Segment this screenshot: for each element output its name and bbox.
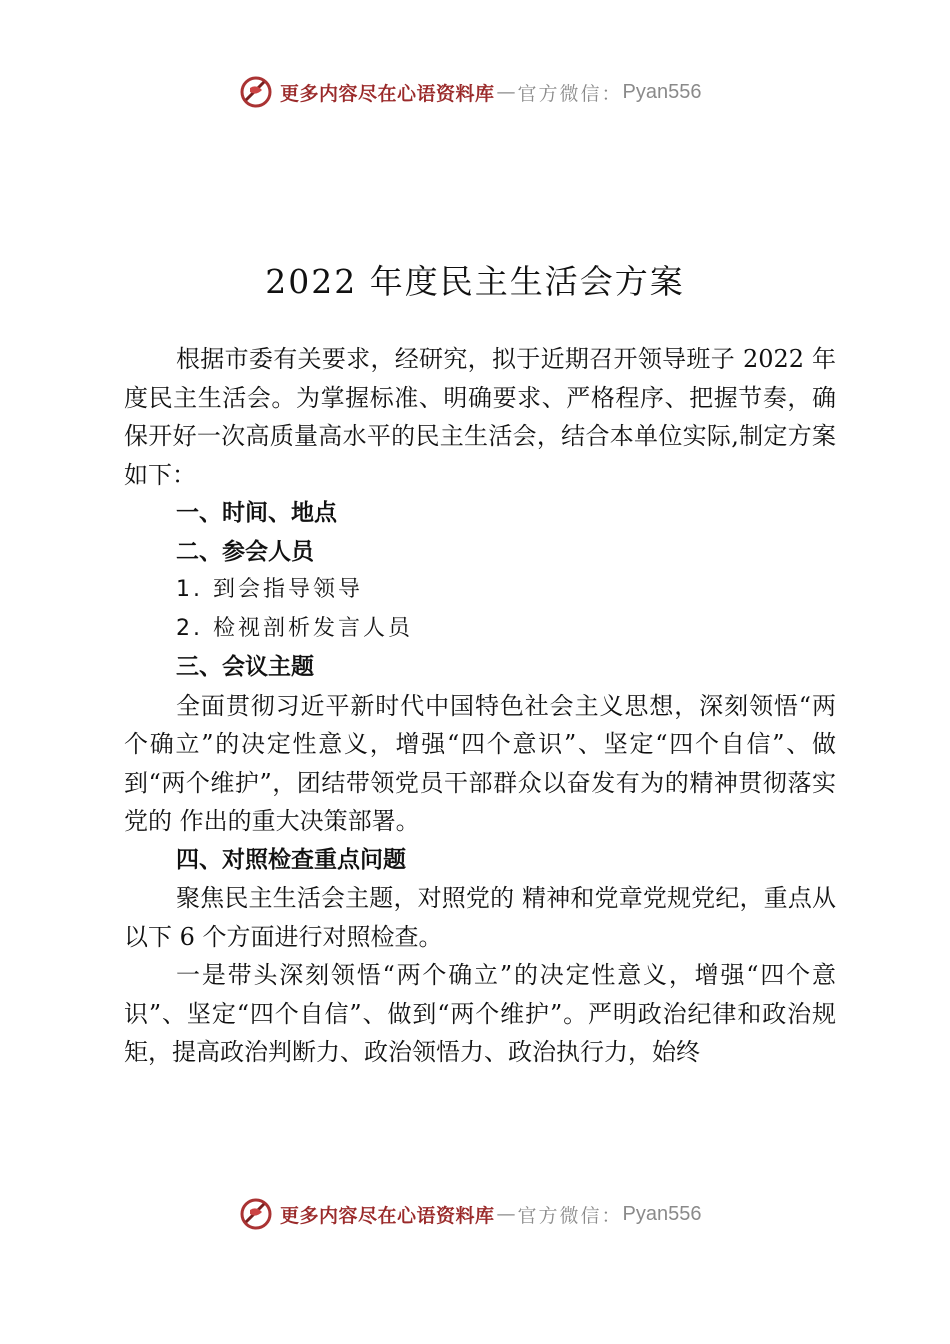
attendee-item: 2. 检视剖析发言人员: [176, 615, 413, 641]
section-heading-attendees: 二、参会人员: [176, 538, 314, 565]
key-issue-item-1: 一是带头深刻领悟“两个确立”的决定性意义，增强“四个意识”、坚定“四个自信”、做到“两个维护”。严明政治纪律和政治规矩，提高政治判断力、政治领悟力、政治执行力，始终: [124, 961, 836, 1066]
watermark-footer: [238, 1194, 702, 1234]
watermark-header: [238, 72, 702, 112]
theme-paragraph: 全面贯彻习近平新时代中国特色社会主义思想，深刻领悟“两个确立”的决定性意义，增强“四个意识”、坚定“四个自信”、做到“两个维护”，团结带领党员干部群众以奋发有为的精神贯彻落实党的 作出的重大决策部署。: [124, 691, 836, 835]
brand-logo-icon: [238, 74, 274, 110]
watermark-dash: —: [496, 1203, 516, 1225]
document-title: 2022 年度民主生活会方案: [265, 262, 685, 301]
watermark-wechat-id: Pyan556: [622, 80, 702, 103]
watermark-brand: 更多内容尽在心语资料库: [280, 82, 495, 105]
section-heading-key-issues: 四、对照检查重点问题: [176, 846, 406, 873]
watermark-label: 官方微信：: [517, 1204, 623, 1227]
brand-logo-icon: [238, 1196, 274, 1232]
watermark-brand: 更多内容尽在心语资料库: [280, 1204, 495, 1227]
intro-paragraph: 根据市委有关要求，经研究，拟于近期召开领导班子 2022 年度民主生活会。为掌握标准、明确要求、严格程序、把握节奏，确保开好一次高质量高水平的民主生活会，结合本单位实际,制定方案如下：: [124, 345, 836, 489]
attendee-item: 1. 到会指导领导: [176, 577, 363, 602]
watermark-wechat-id: Pyan556: [622, 1202, 702, 1225]
watermark-label: 官方微信：: [517, 82, 623, 105]
document-body: [124, 340, 836, 1072]
section-heading-time-place: 一、时间、地点: [176, 500, 337, 526]
watermark-dash: —: [496, 81, 516, 103]
key-issues-paragraph: 聚焦民主生活会主题，对照党的 精神和党章党规党纪，重点从以下 6 个方面进行对照检查。: [124, 884, 836, 951]
section-heading-theme: 三、会议主题: [176, 654, 314, 680]
